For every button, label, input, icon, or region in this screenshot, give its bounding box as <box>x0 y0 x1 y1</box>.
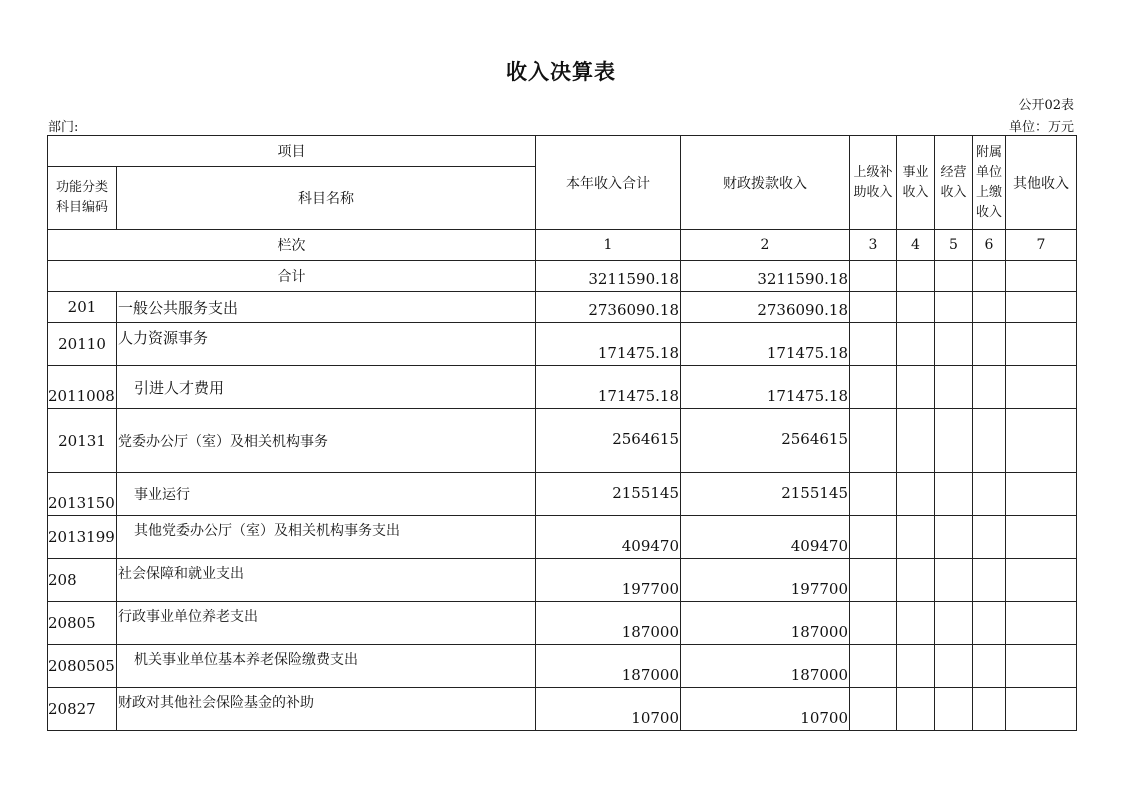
table-row <box>48 323 1077 366</box>
row-name: 机关事业单位基本养老保险缴费支出 <box>117 645 536 688</box>
empty-cell <box>1006 645 1077 688</box>
unit-label: 单位：万元 <box>1008 120 1074 135</box>
empty-cell <box>935 323 973 366</box>
table-row <box>48 688 1077 731</box>
row-code: 20110 <box>48 323 117 366</box>
income-table <box>47 135 1077 731</box>
row-fiscal: 2564615 <box>681 409 850 473</box>
empty-cell <box>1006 292 1077 323</box>
row-total: 171475.18 <box>536 323 681 366</box>
row-fiscal: 2736090.18 <box>681 292 850 323</box>
header-operating-line1: 经营 <box>940 164 967 180</box>
empty-cell <box>1006 366 1077 409</box>
row-fiscal: 187000 <box>681 602 850 645</box>
row-code: 20131 <box>48 409 117 473</box>
empty-cell <box>897 292 935 323</box>
header-affiliated-line1: 附属 <box>975 144 1002 160</box>
empty-cell <box>850 516 897 559</box>
col-number-5: 5 <box>935 230 973 261</box>
header-subject-name: 科目名称 <box>117 167 536 230</box>
fiscal-allocation-total: 3211590.18 <box>681 261 850 292</box>
row-code: 20827 <box>48 688 117 731</box>
empty-cell <box>897 409 935 473</box>
empty-cell <box>897 645 935 688</box>
col-number-6: 6 <box>973 230 1006 261</box>
empty-cell <box>973 602 1006 645</box>
row-name: 党委办公厅（室）及相关机构事务 <box>117 409 536 473</box>
row-code: 2011008 <box>48 366 117 409</box>
row-name: 行政事业单位养老支出 <box>117 602 536 645</box>
empty-cell <box>935 516 973 559</box>
row-total: 171475.18 <box>536 366 681 409</box>
total-label: 合计 <box>48 261 536 292</box>
header-total-income: 本年收入合计 <box>536 136 681 230</box>
empty-cell <box>1006 516 1077 559</box>
empty-cell <box>897 473 935 516</box>
header-affiliated-line4: 收入 <box>975 204 1002 220</box>
row-fiscal: 187000 <box>681 645 850 688</box>
row-name: 财政对其他社会保险基金的补助 <box>117 688 536 731</box>
row-code: 208 <box>48 559 117 602</box>
empty-cell <box>850 645 897 688</box>
empty-cell <box>1006 559 1077 602</box>
row-name: 引进人才费用 <box>117 366 536 409</box>
col-number-7: 7 <box>1006 230 1077 261</box>
header-fiscal-allocation: 财政拨款收入 <box>681 136 850 230</box>
row-fiscal: 10700 <box>681 688 850 731</box>
empty-cell <box>973 688 1006 731</box>
empty-cell <box>897 559 935 602</box>
empty-cell <box>935 366 973 409</box>
empty-cell <box>850 323 897 366</box>
row-fiscal: 171475.18 <box>681 366 850 409</box>
row-fiscal: 2155145 <box>681 473 850 516</box>
empty-cell <box>1006 473 1077 516</box>
header-func-code <box>48 167 117 230</box>
header-affiliated-line2: 单位 <box>975 164 1002 180</box>
empty-cell <box>973 292 1006 323</box>
empty-cell <box>897 366 935 409</box>
empty-cell <box>850 688 897 731</box>
empty-cell <box>897 602 935 645</box>
empty-cell <box>935 602 973 645</box>
header-business-income <box>897 136 935 230</box>
empty-cell <box>850 409 897 473</box>
header-superior-subsidy-line2: 助收入 <box>853 184 893 200</box>
empty-cell <box>973 323 1006 366</box>
empty-cell <box>973 559 1006 602</box>
col-number-1: 1 <box>536 230 681 261</box>
column-order-label: 栏次 <box>48 230 536 261</box>
table-row <box>48 473 1077 516</box>
empty-cell <box>850 366 897 409</box>
row-fiscal: 197700 <box>681 559 850 602</box>
empty-cell <box>973 516 1006 559</box>
empty-cell <box>935 473 973 516</box>
empty-cell <box>935 559 973 602</box>
row-name: 其他党委办公厅（室）及相关机构事务支出 <box>117 516 536 559</box>
row-fiscal: 171475.18 <box>681 323 850 366</box>
empty-cell <box>1006 323 1077 366</box>
row-total: 2736090.18 <box>536 292 681 323</box>
header-operating-income <box>935 136 973 230</box>
row-total: 10700 <box>536 688 681 731</box>
empty-cell <box>973 473 1006 516</box>
row-code: 2013150 <box>48 473 117 516</box>
table-row <box>48 409 1077 473</box>
empty-cell <box>973 645 1006 688</box>
table-row <box>48 559 1077 602</box>
row-total: 187000 <box>536 602 681 645</box>
empty-cell <box>850 602 897 645</box>
empty-cell <box>973 261 1006 292</box>
header-affiliated-line3: 上缴 <box>975 184 1002 200</box>
empty-cell <box>973 366 1006 409</box>
header-func-code-line1: 功能分类 <box>55 180 108 195</box>
empty-cell <box>897 688 935 731</box>
empty-cell <box>935 292 973 323</box>
empty-cell <box>897 323 935 366</box>
header-affiliated-income <box>973 136 1006 230</box>
row-code: 20805 <box>48 602 117 645</box>
header-superior-subsidy <box>850 136 897 230</box>
table-row <box>48 292 1077 323</box>
empty-cell <box>935 645 973 688</box>
row-total: 2155145 <box>536 473 681 516</box>
row-total: 187000 <box>536 645 681 688</box>
row-code: 201 <box>48 292 117 323</box>
empty-cell <box>973 409 1006 473</box>
row-fiscal: 409470 <box>681 516 850 559</box>
empty-cell <box>897 516 935 559</box>
col-number-3: 3 <box>850 230 897 261</box>
header-superior-subsidy-line1: 上级补 <box>853 164 893 180</box>
document-title: 收入决算表 <box>506 59 616 84</box>
table-row <box>48 516 1077 559</box>
empty-cell <box>935 409 973 473</box>
header-func-code-line2: 科目编码 <box>55 200 108 215</box>
department-label: 部门: <box>48 120 79 135</box>
header-business-line1: 事业 <box>902 164 929 180</box>
total-income-value: 3211590.18 <box>536 261 681 292</box>
col-number-4: 4 <box>897 230 935 261</box>
row-name: 事业运行 <box>117 473 536 516</box>
row-name: 一般公共服务支出 <box>117 292 536 323</box>
row-total: 197700 <box>536 559 681 602</box>
table-row <box>48 602 1077 645</box>
empty-cell <box>850 292 897 323</box>
row-code: 2080505 <box>48 645 117 688</box>
row-total: 409470 <box>536 516 681 559</box>
empty-cell <box>1006 602 1077 645</box>
row-code: 2013199 <box>48 516 117 559</box>
header-item: 项目 <box>48 136 536 167</box>
row-name: 社会保障和就业支出 <box>117 559 536 602</box>
empty-cell <box>1006 261 1077 292</box>
row-name: 人力资源事务 <box>117 323 536 366</box>
header-operating-line2: 收入 <box>940 184 967 200</box>
empty-cell <box>850 559 897 602</box>
table-row <box>48 645 1077 688</box>
table-row <box>48 366 1077 409</box>
row-total: 2564615 <box>536 409 681 473</box>
col-number-2: 2 <box>681 230 850 261</box>
empty-cell <box>897 261 935 292</box>
empty-cell <box>1006 688 1077 731</box>
empty-cell <box>850 261 897 292</box>
empty-cell <box>935 261 973 292</box>
empty-cell <box>935 688 973 731</box>
empty-cell <box>1006 409 1077 473</box>
header-business-line2: 收入 <box>902 184 929 200</box>
header-other-income: 其他收入 <box>1006 136 1077 230</box>
form-number: 公开02表 <box>1018 98 1074 113</box>
empty-cell <box>850 473 897 516</box>
